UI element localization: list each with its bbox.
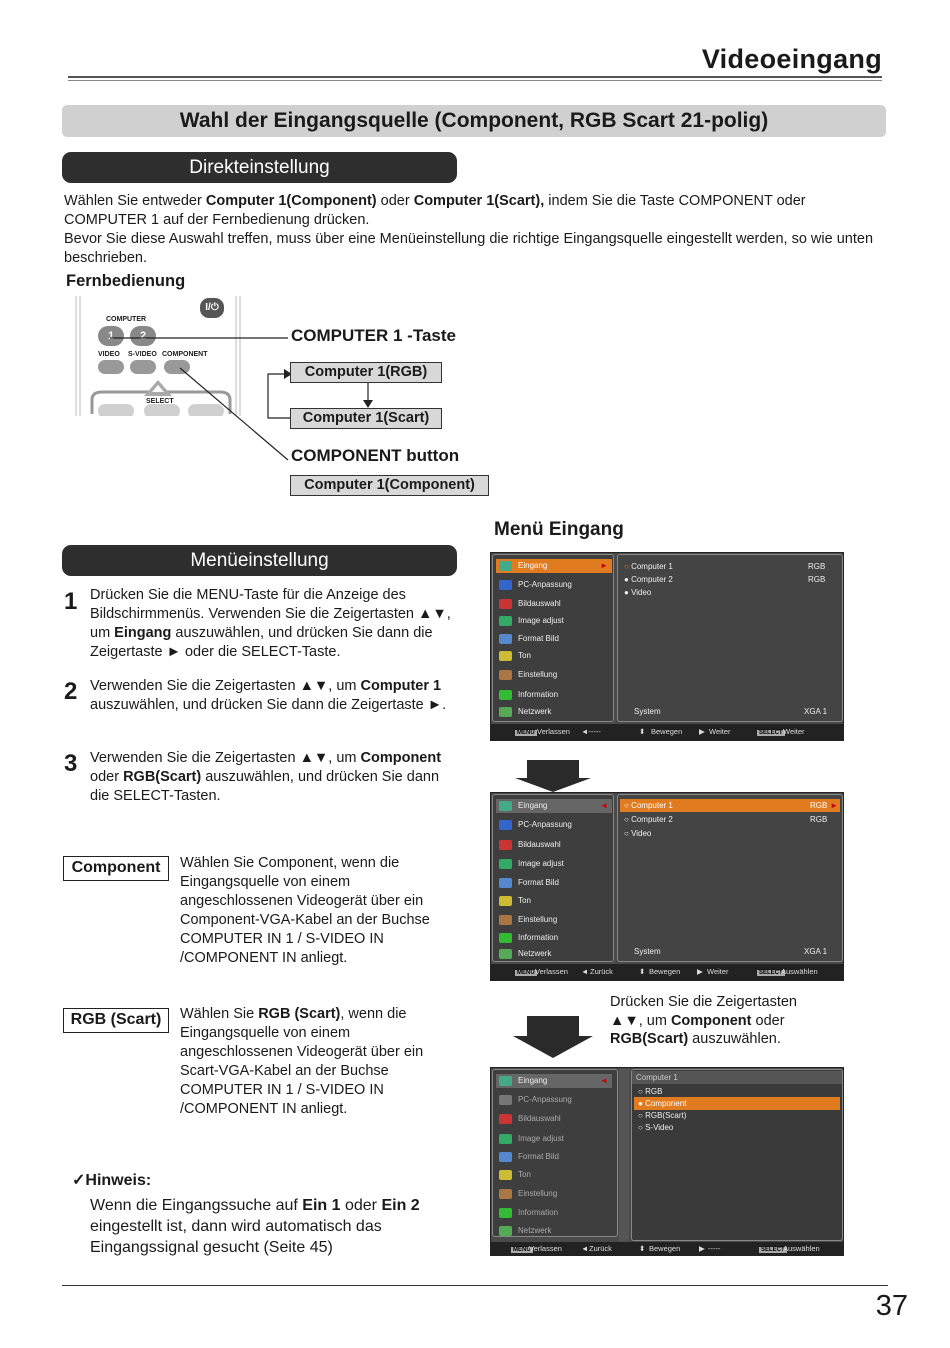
select-key-icon: SELECT bbox=[759, 970, 783, 976]
computer-1-component-box: Computer 1(Component) bbox=[290, 475, 489, 496]
settings-icon bbox=[499, 915, 512, 925]
component-button-caption: COMPONENT button bbox=[291, 446, 460, 465]
section-title: Wahl der Eingangsquelle (Component, RGB Scart 21-polig) bbox=[62, 105, 886, 137]
menu-item-eingang[interactable]: Eingang ◄ bbox=[496, 1074, 612, 1088]
footer-divider bbox=[62, 1285, 888, 1286]
menu-setting-heading: Menüeinstellung bbox=[62, 545, 457, 576]
component-label: Component bbox=[63, 856, 169, 881]
input-icon bbox=[499, 561, 512, 571]
system-label: System bbox=[634, 947, 661, 956]
svideo-key-label: S-VIDEO bbox=[128, 351, 157, 358]
menu-item-format-bild[interactable]: Format Bild bbox=[496, 876, 612, 890]
menu-key-icon: MENU bbox=[517, 730, 535, 736]
step-2-text: Verwenden Sie die Zeigertasten ▲▼, um Computer 1 auszuwählen, und drücken Sie dann die Zeigertaste ►. bbox=[90, 678, 447, 713]
next-arrow-icon: ▶ bbox=[699, 1244, 705, 1253]
network-icon bbox=[499, 949, 512, 959]
next-arrow-icon: ▶ bbox=[697, 967, 703, 976]
option-computer-2[interactable]: ○ Computer 2 bbox=[624, 815, 673, 824]
menu-item-eingang[interactable]: Eingang ◄ bbox=[496, 799, 612, 813]
menu-item-pc-anpassung[interactable]: PC-Anpassung bbox=[496, 578, 612, 592]
system-value: XGA 1 bbox=[804, 707, 828, 716]
menu-item-einstellung[interactable]: Einstellung bbox=[496, 1187, 612, 1201]
input-icon bbox=[499, 1076, 512, 1086]
panel-gap bbox=[619, 1069, 629, 1241]
menu-input-title: Menü Eingang bbox=[494, 519, 624, 540]
select-key-label: SELECT bbox=[146, 398, 174, 405]
step-number: 3 bbox=[64, 750, 78, 777]
move-arrows-icon: ⬍ bbox=[639, 727, 646, 736]
computer-1-scart-box: Computer 1(Scart) bbox=[290, 408, 442, 429]
option-video[interactable]: ○ Video bbox=[624, 829, 652, 838]
menu-item-einstellung[interactable]: Einstellung bbox=[496, 668, 612, 682]
direct-setting-heading: Direkteinstellung bbox=[62, 152, 457, 183]
system-label: System bbox=[634, 707, 661, 716]
screen-format-icon bbox=[499, 1152, 512, 1162]
info-icon bbox=[499, 690, 512, 700]
menu-item-netzwerk[interactable]: Netzwerk bbox=[496, 705, 612, 719]
settings-icon bbox=[499, 1189, 512, 1199]
network-icon bbox=[499, 707, 512, 717]
down-arrow-2-stem bbox=[527, 1016, 579, 1036]
menu-screen-2 bbox=[490, 792, 844, 981]
option-rgb-scart[interactable]: ○ RGB(Scart) bbox=[638, 1111, 687, 1120]
settings-icon bbox=[499, 670, 512, 680]
power-button[interactable]: I/⏻ bbox=[200, 298, 224, 318]
page-number: 37 bbox=[875, 1290, 908, 1322]
menu-key-icon: MENU bbox=[517, 970, 535, 976]
screen-format-icon bbox=[499, 878, 512, 888]
step-number: 2 bbox=[64, 678, 78, 705]
menu-sidebar bbox=[492, 1069, 618, 1237]
rgb-scart-label: RGB (Scart) bbox=[63, 1008, 169, 1033]
down-arrow-2 bbox=[513, 1036, 593, 1058]
next-arrow-icon: ▶ bbox=[699, 727, 705, 736]
computer-1-key-caption: COMPUTER 1 -Taste bbox=[291, 326, 456, 345]
computer-1-rgb-box: Computer 1(RGB) bbox=[290, 362, 442, 383]
menu-footer: MENU Verlassen ◄ Zurück ⬍ Bewegen ▶ Weiter SELECT Auswählen bbox=[491, 964, 843, 980]
option-computer-2-value: RGB bbox=[808, 575, 826, 584]
menu-item-information[interactable]: Information bbox=[496, 1206, 612, 1220]
sound-icon bbox=[499, 1170, 512, 1180]
pc-adjust-icon bbox=[499, 820, 512, 830]
remote-label: Fernbedienung bbox=[66, 272, 186, 290]
menu-sidebar bbox=[492, 794, 614, 962]
option-computer-2[interactable]: ● Computer 2 bbox=[624, 575, 673, 584]
menu-item-format-bild[interactable]: Format Bild bbox=[496, 632, 612, 646]
back-arrow-icon: ◄ bbox=[581, 1244, 589, 1253]
menu-key-icon: MENU bbox=[513, 1247, 531, 1253]
menu-content bbox=[617, 554, 843, 722]
page-header-title: Videoeingang bbox=[701, 44, 882, 74]
menu-item-bildauswahl[interactable]: Bildauswahl bbox=[496, 1112, 612, 1126]
screen-format-icon bbox=[499, 634, 512, 644]
option-s-video[interactable]: ○ S-Video bbox=[638, 1123, 674, 1132]
rgb-scart-description: Wählen Sie RGB (Scart), wenn die Eingangsquelle von einem angeschlossenen Videogerät über ein Scart-VGA-Kabel an der Buchse COMPUTER IN 1 / S-VIDEO IN /COMPONENT IN anliegt. bbox=[180, 1006, 424, 1117]
menu-item-image-adjust[interactable]: Image adjust bbox=[496, 1132, 612, 1146]
menu-item-netzwerk[interactable]: Netzwerk bbox=[496, 947, 612, 961]
menu-screen-1 bbox=[490, 552, 844, 741]
computer-1-button[interactable]: 1 bbox=[98, 326, 124, 346]
step-1-text: Drücken Sie die MENU-Taste für die Anzeige des Bildschirmmenüs. Verwenden Sie die Zeigertasten ▲▼, um Eingang auszuwählen, und drücken Sie dann die Zeigertaste ► oder die SELECT-Taste. bbox=[90, 587, 451, 660]
component-key-label: COMPONENT bbox=[162, 351, 208, 358]
menu-content bbox=[631, 1069, 843, 1241]
submenu-header: Computer 1 bbox=[632, 1071, 842, 1084]
menu-footer: MENU Verlassen ◄----- ⬍ Bewegen ▶ Weiter SELECT Weiter bbox=[491, 724, 843, 740]
menu-item-eingang[interactable]: Eingang ► bbox=[496, 559, 612, 573]
image-select-icon bbox=[499, 840, 512, 850]
menu-item-image-adjust[interactable]: Image adjust bbox=[496, 857, 612, 871]
pc-adjust-icon bbox=[499, 580, 512, 590]
down-arrow-1 bbox=[515, 778, 591, 792]
hint-text: Wenn die Eingangssuche auf Ein 1 oder Ein 2 eingestellt ist, dann wird automatisch das Eingangssignal gesucht (Seite 45) bbox=[90, 1197, 420, 1256]
menu-footer: MENU Verlassen ◄ Zurück ⬍ Bewegen ▶ ----- SELECT Auswählen bbox=[491, 1242, 843, 1255]
move-arrows-icon: ⬍ bbox=[639, 967, 646, 976]
option-component[interactable]: ● Component bbox=[634, 1097, 840, 1110]
image-select-icon bbox=[499, 599, 512, 609]
menu-item-pc-anpassung[interactable]: PC-Anpassung bbox=[496, 818, 612, 832]
menu-item-ton[interactable]: Ton bbox=[496, 1168, 612, 1182]
menu-screen-3 bbox=[490, 1067, 844, 1256]
menu-item-pc-anpassung[interactable]: PC-Anpassung bbox=[496, 1093, 612, 1107]
input-icon bbox=[499, 801, 512, 811]
sound-icon bbox=[499, 896, 512, 906]
select-component-note: Drücken Sie die Zeigertasten ▲▼, um Component oder RGB(Scart) auszuwählen. bbox=[610, 994, 797, 1047]
menu-item-netzwerk[interactable]: Netzwerk bbox=[496, 1224, 612, 1238]
option-computer-2-value: RGB bbox=[810, 815, 828, 824]
down-arrow-1-stem bbox=[527, 760, 579, 778]
callout-lines bbox=[0, 0, 950, 520]
image-adjust-icon bbox=[499, 1134, 512, 1144]
option-rgb[interactable]: ○ RGB bbox=[638, 1087, 663, 1096]
menu-sidebar bbox=[492, 554, 614, 722]
menu-item-format-bild[interactable]: Format Bild bbox=[496, 1150, 612, 1164]
option-video[interactable]: ● Video bbox=[624, 588, 652, 597]
menu-item-information[interactable]: Information bbox=[496, 688, 612, 702]
pc-adjust-icon bbox=[499, 1095, 512, 1105]
step-3-text: Verwenden Sie die Zeigertasten ▲▼, um Component oder RGB(Scart) auszuwählen, und drücken Sie dann die SELECT-Tasten. bbox=[90, 750, 442, 804]
option-computer-1[interactable]: ○ Computer 1 bbox=[624, 562, 673, 571]
network-icon bbox=[499, 1226, 512, 1236]
video-key-label: VIDEO bbox=[98, 351, 120, 358]
option-computer-1[interactable]: ○ Computer 1 RGB ► bbox=[620, 799, 840, 812]
option-computer-1-value: RGB bbox=[808, 562, 826, 571]
menu-item-bildauswahl[interactable]: Bildauswahl bbox=[496, 838, 612, 852]
system-value: XGA 1 bbox=[804, 947, 828, 956]
menu-item-image-adjust[interactable]: Image adjust bbox=[496, 614, 612, 628]
image-adjust-icon bbox=[499, 616, 512, 626]
menu-item-information[interactable]: Information bbox=[496, 931, 612, 945]
select-key-icon: SELECT bbox=[761, 1247, 785, 1253]
computer-key-label: COMPUTER bbox=[106, 316, 147, 323]
menu-item-ton[interactable]: Ton bbox=[496, 649, 612, 663]
back-arrow-icon: ◄ bbox=[581, 967, 589, 976]
select-key-icon: SELECT bbox=[759, 730, 783, 736]
move-arrows-icon: ⬍ bbox=[639, 1244, 646, 1253]
menu-content bbox=[617, 794, 843, 962]
direct-paragraph-2: Bevor Sie diese Auswahl treffen, muss über eine Menüeinstellung die richtige Eingangsquelle eingestellt werden, so wie unten beschrieben. bbox=[64, 231, 874, 266]
step-number: 1 bbox=[64, 588, 78, 615]
info-icon bbox=[499, 933, 512, 943]
hint-title: ✓Hinweis: bbox=[72, 1172, 152, 1189]
sound-icon bbox=[499, 651, 512, 661]
computer-2-button[interactable]: 2 bbox=[130, 326, 156, 346]
image-adjust-icon bbox=[499, 859, 512, 869]
menu-item-einstellung[interactable]: Einstellung bbox=[496, 913, 612, 927]
image-select-icon bbox=[499, 1114, 512, 1124]
info-icon bbox=[499, 1208, 512, 1218]
menu-item-bildauswahl[interactable]: Bildauswahl bbox=[496, 597, 612, 611]
component-description: Wählen Sie Component, wenn die Eingangsquelle von einem angeschlossenen Videogerät über ein Component-VGA-Kabel an der Buchse COMPUTER IN 1 / S-VIDEO IN /COMPONENT IN anliegt. bbox=[180, 855, 430, 966]
menu-item-ton[interactable]: Ton bbox=[496, 894, 612, 908]
direct-paragraph-1: Wählen Sie entweder Computer 1(Component) oder Computer 1(Scart), indem Sie die Taste COMPONENT oder COMPUTER 1 auf der Fernbedienung drücken. bbox=[64, 193, 806, 228]
